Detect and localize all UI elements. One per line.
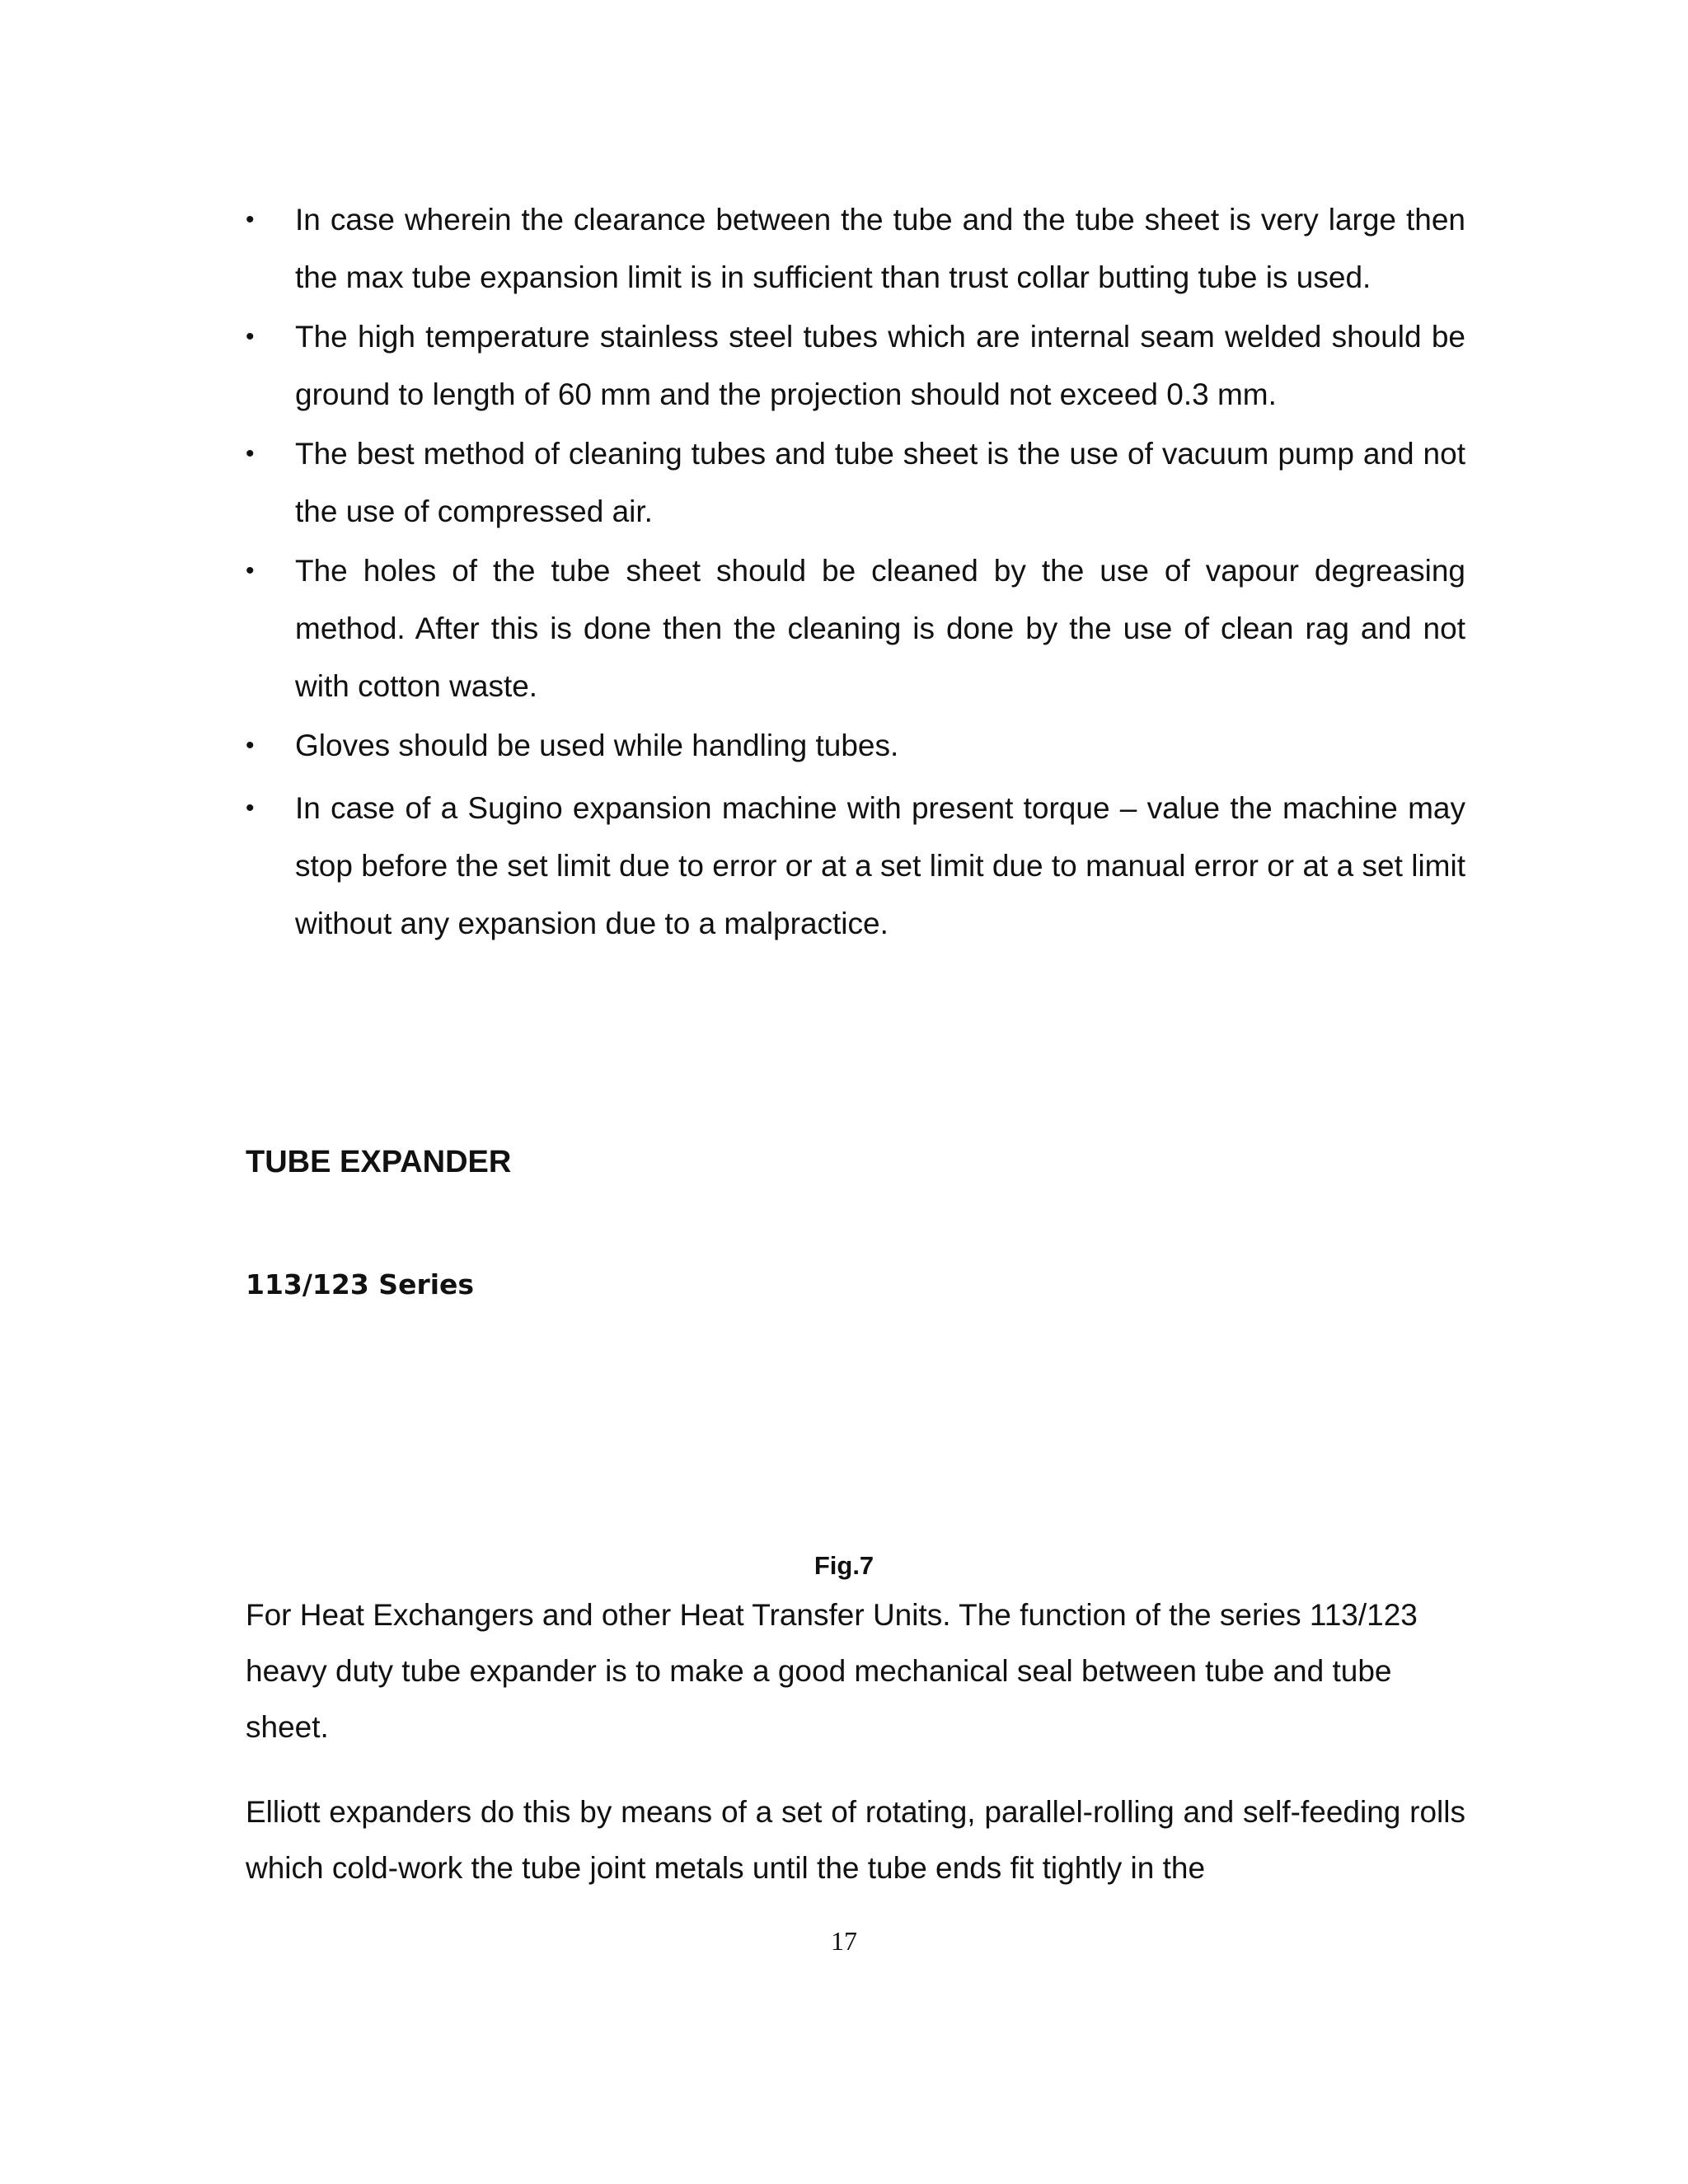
bullet-text: The holes of the tube sheet should be cleaned by the use of vapour degreasing method. After this is done then the cleaning is done by the use of clean rag and not with cotton waste. <box>295 554 1465 703</box>
list-item <box>246 717 1465 775</box>
list-item <box>246 191 1465 307</box>
bullet-list <box>246 191 1465 954</box>
list-item <box>246 308 1465 424</box>
bullet-icon: • <box>246 732 255 759</box>
bullet-text: The best method of cleaning tubes and tube sheet is the use of vacuum pump and not the use of compressed air. <box>295 437 1465 528</box>
list-item <box>246 542 1465 715</box>
body-paragraph: For Heat Exchangers and other Heat Transfer Units. The function of the series 113/123 heavy duty tube expander is to make a good mechanical seal between tube and tube sheet. <box>246 1598 1418 1744</box>
figure-caption: Fig.7 <box>814 1551 874 1580</box>
bullet-icon: • <box>246 794 255 822</box>
list-item <box>246 780 1465 953</box>
bullet-text: The high temperature stainless steel tubes which are internal seam welded should be ground to length of 60 mm and the projection should not exceed 0.3 mm. <box>295 320 1465 411</box>
list-item <box>246 425 1465 541</box>
section-heading: TUBE EXPANDER <box>246 1145 512 1179</box>
sub-heading: 113/123 Series <box>246 1268 475 1301</box>
bullet-icon: • <box>246 323 255 350</box>
bullet-icon: • <box>246 440 255 467</box>
bullet-icon: • <box>246 206 255 233</box>
bullet-text: Gloves should be used while handling tubes. <box>295 729 899 762</box>
bullet-text: In case wherein the clearance between the tube and the tube sheet is very large then the max tube expansion limit is in sufficient than trust collar butting tube is used. <box>295 203 1465 294</box>
page-number: 17 <box>831 1926 857 1956</box>
body-paragraph: Elliott expanders do this by means of a set of rotating, parallel-rolling and self-feeding rolls which cold-work the tube joint metals until the tube ends fit tightly in the <box>246 1795 1465 1885</box>
bullet-icon: • <box>246 557 255 584</box>
bullet-text: In case of a Sugino expansion machine with present torque – value the machine may stop before the set limit due to error or at a set limit due to manual error or at a set limit without any expansion due to a malpractice. <box>295 791 1465 940</box>
